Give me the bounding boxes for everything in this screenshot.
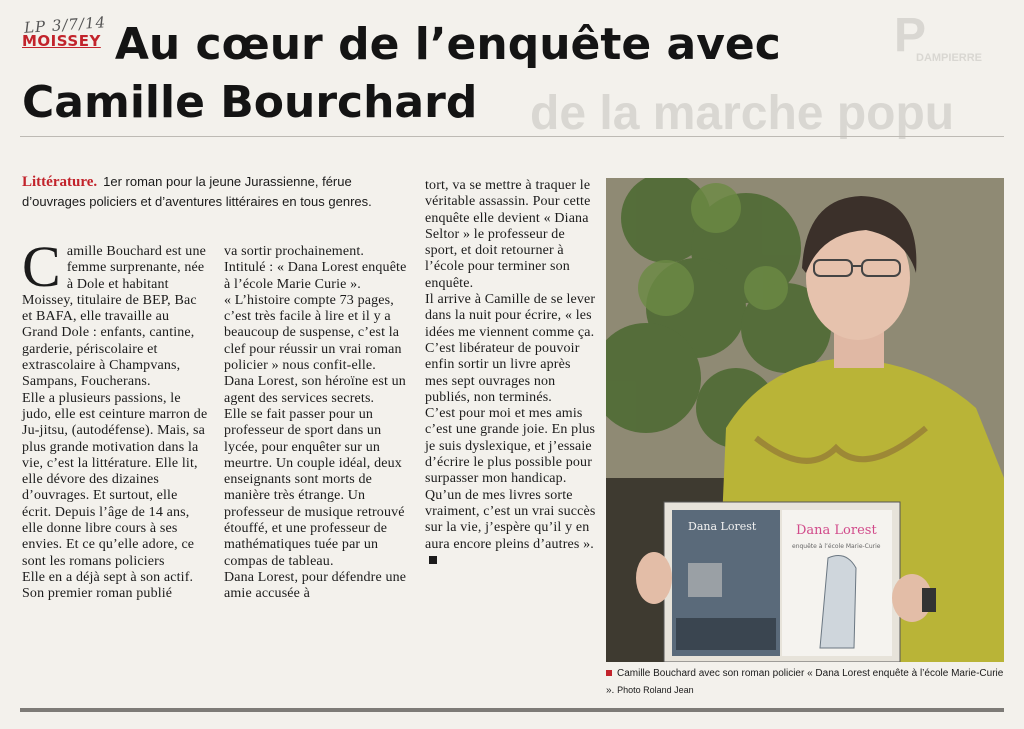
bottom-rule <box>20 708 1004 712</box>
article-photo <box>606 178 1004 662</box>
book-title-left: Dana Lorest <box>688 520 757 533</box>
headline-line-1: Au cœur de l’enquête avec <box>114 19 781 70</box>
drop-cap: C <box>22 234 61 299</box>
paragraph: Intitulé : « Dana Lorest enquête à l’école Marie Curie ». <box>224 260 407 292</box>
header-divider <box>20 136 1004 137</box>
paragraph: Son premier roman publié <box>22 586 173 602</box>
paragraph <box>425 406 597 569</box>
body-column-1 <box>22 234 208 603</box>
article-headline <box>22 16 902 132</box>
paragraph: Elle en a déjà sept à son actif. <box>22 569 194 585</box>
body-column-3 <box>425 178 597 569</box>
paragraph: va sortir prochainement. <box>224 244 365 259</box>
paragraph: amille Bouchard est une femme surprenante, née à Dole et habitant Moissey, titulaire de BEP, Bac et BAFA, elle travaille au Grand Dole : enfants, cantine, garderie, périscolaire et extrascolaire à Champvans, Sampans, Foucherans. <box>22 244 206 390</box>
paragraph: « L’histoire compte 73 pages, c’est très facile à lire et il y a beaucoup de suspense, c’est la clef pour réussir un vrai roman policier » nous confit-elle. <box>224 292 402 374</box>
book-held <box>664 502 900 662</box>
ghost-large-top: P <box>894 9 927 62</box>
paragraph: tort, va se mettre à traquer le véritable assassin. Pour cette enquête elle devient « Diana Seltor » le professeur de sport, et doit retourner à l’école pour terminer son enquête. <box>425 178 591 291</box>
paragraph: Dana Lorest, son héroïne est un agent des services secrets. <box>224 374 406 406</box>
book-subtitle: enquête à l’école Marie-Curie <box>792 543 881 550</box>
book-title-right: Dana Lorest <box>796 523 877 538</box>
caption-marker-icon <box>606 670 612 676</box>
paragraph: Elle a plusieurs passions, le judo, elle est ceinture marron de Ju-jitsu, (autodéfense). Mais, sa plus grande motivation dans la vie, c’est la littérature. Elle lit, elle dévore des dizaines d’ouvrages. Et surtout, elle écrit. Depuis l’âge de 14 ans, elle donne libre cours à ses envies. Et ce qu’elle adore, ce sont les romans policiers <box>22 390 208 569</box>
section-kicker: MOISSEY <box>22 32 101 50</box>
lead-text: 1er roman pour la jeune Jurassienne, férue d’ouvrages policiers et d’aventures littéraires en tous genres. <box>22 174 372 209</box>
paragraph: Elle se fait passer pour un professeur de sport dans un lycée, pour enquêter sur un meurtre. Un couple idéal, deux enseignants sont morts de manière très étrange. Un professeur de musique retrouvé étouffé, et une professeur de mathématiques tuée par un compas de tableau. <box>224 406 405 569</box>
lead-paragraph <box>22 172 372 212</box>
paragraph: Dana Lorest, pour défendre une amie accusée à <box>224 569 407 602</box>
photo-credit: Photo Roland Jean <box>617 685 694 695</box>
ghost-large-bottom: de la marche popu <box>530 87 955 140</box>
handwritten-date: LP 3/7/14 <box>23 13 107 37</box>
headline-line-2: Camille Bourchard <box>22 77 478 128</box>
photo-caption <box>606 666 1004 699</box>
end-mark-icon <box>429 556 437 564</box>
paragraph: Il arrive à Camille de se lever dans la nuit pour écrire, « les idées me viennent comme ça. C’est libérateur de pouvoir enfin sortir un livre après mes sept ouvrages non publiés, non terminés. <box>425 292 596 405</box>
ghost-small-text: DAMPIERRE <box>916 52 983 64</box>
paragraph-text: C’est pour moi et mes amis c’est une grande joie. En plus je suis dyslexique, et j’essaie d’écrire le plus possible pour surpasser mon handicap. Qu’un de mes livres sorte vraiment, c’est un vrai succès sur la vie, j’espère qu’il y en aura encore pleins d’autres ». <box>425 406 596 552</box>
rubric-label: Littérature. <box>22 174 98 190</box>
body-column-2 <box>224 244 412 603</box>
caption-text: Camille Bouchard avec son roman policier « Dana Lorest enquête à l’école Marie-Curie ». <box>606 668 1004 696</box>
photo-illustration <box>606 178 1004 662</box>
